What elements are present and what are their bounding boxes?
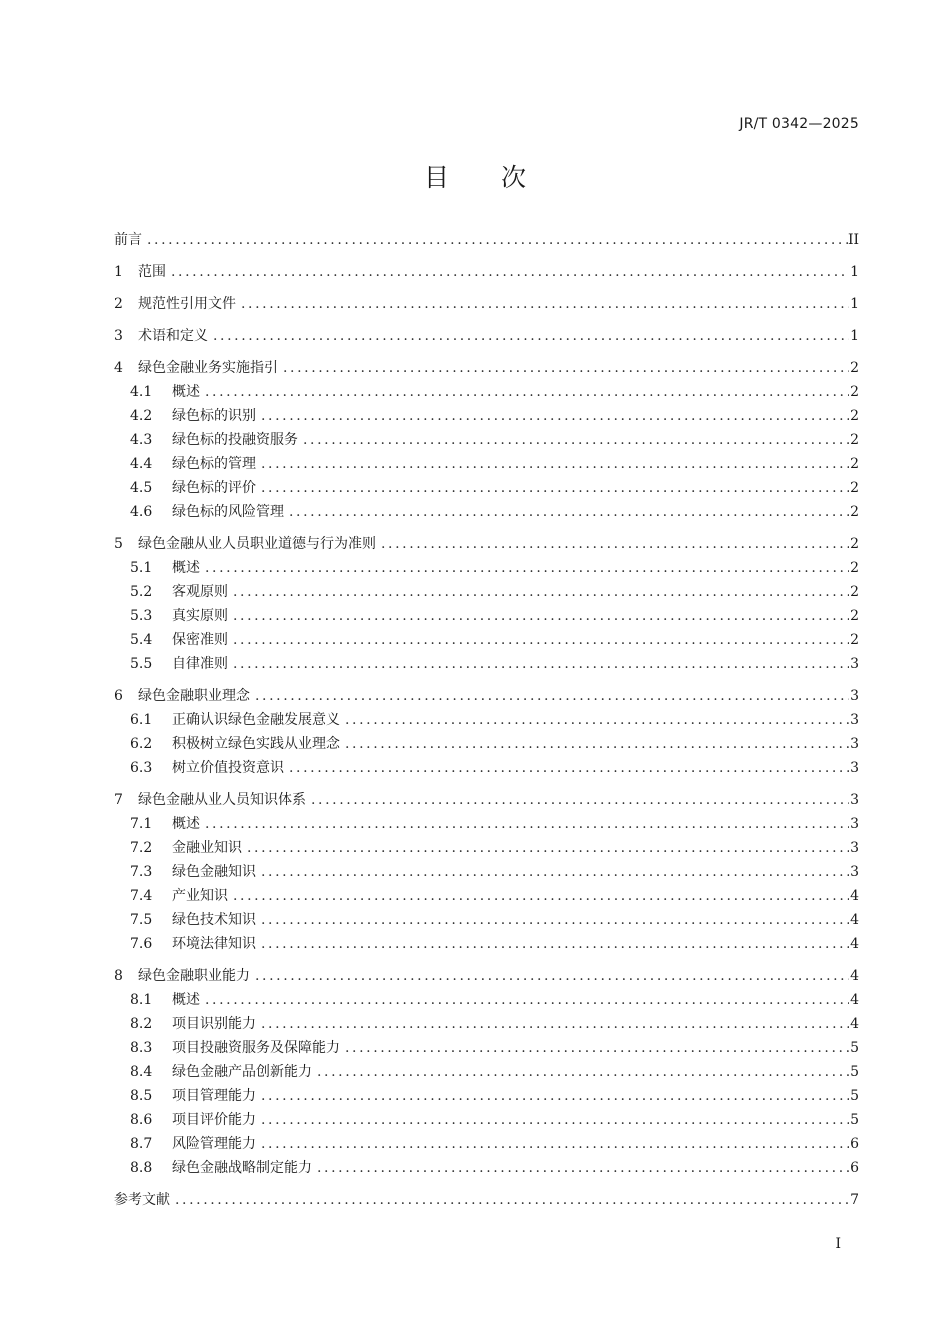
toc-entry-label: 树立价值投资意识: [172, 760, 284, 776]
toc-entry-page: 4: [850, 1016, 859, 1032]
toc-entry-page: 2: [850, 608, 859, 624]
toc-entry-label: 绿色金融从业人员知识体系: [138, 792, 306, 808]
toc-entry[interactable]: [114, 428, 859, 452]
toc-entry[interactable]: [114, 1108, 859, 1132]
toc-leader-dots: [314, 1156, 849, 1180]
toc-entry[interactable]: [114, 812, 859, 836]
toc-entry[interactable]: [114, 324, 859, 348]
toc-entry-label: 绿色金融从业人员职业道德与行为准则: [138, 536, 376, 552]
toc-entry[interactable]: [114, 604, 859, 628]
toc-entry-number: 5: [114, 536, 123, 552]
toc-entry[interactable]: [114, 932, 859, 956]
toc-entry-number: 8.8: [130, 1160, 153, 1176]
toc-entry-label: 绿色标的管理: [172, 456, 256, 472]
toc-entry[interactable]: [114, 732, 859, 756]
toc-entry-label: 保密准则: [172, 632, 228, 648]
toc-entry-number: 5.3: [130, 608, 153, 624]
toc-entry-label: 绿色金融职业理念: [138, 688, 250, 704]
toc-entry[interactable]: [114, 380, 859, 404]
toc-entry[interactable]: [114, 908, 859, 932]
toc-entry-number: 8.6: [130, 1112, 153, 1128]
toc-entry-page: 3: [850, 840, 859, 856]
toc-entry-page: 2: [850, 360, 859, 376]
toc-entry-label: 规范性引用文件: [138, 296, 236, 312]
toc-entry[interactable]: [114, 404, 859, 428]
toc-entry-page: 3: [850, 760, 859, 776]
toc-entry-number: 7.3: [130, 864, 153, 880]
toc-leader-dots: [230, 604, 849, 628]
toc-leader-dots: [286, 500, 849, 524]
toc-entry-page: 5: [850, 1112, 859, 1128]
toc-entry-label: 环境法律知识: [172, 936, 256, 952]
toc-leader-dots: [342, 708, 849, 732]
toc-entry-label: 范围: [138, 264, 166, 280]
toc-entry[interactable]: [114, 1188, 859, 1212]
toc-entry-label: 概述: [172, 560, 200, 576]
toc-entry-number: 6: [114, 688, 123, 704]
toc-entry-label: 概述: [172, 384, 200, 400]
toc-entry-label: 积极树立绿色实践从业理念: [172, 736, 340, 752]
toc-entry[interactable]: [114, 580, 859, 604]
toc-leader-dots: [202, 812, 849, 836]
toc-leader-dots: [230, 580, 849, 604]
toc-entry[interactable]: [114, 476, 859, 500]
page-number: I: [835, 1236, 841, 1252]
toc-leader-dots: [230, 652, 849, 676]
toc-entry[interactable]: [114, 988, 859, 1012]
table-of-contents: [114, 228, 859, 1212]
toc-leader-dots: [244, 836, 849, 860]
toc-entry-number: 7: [114, 792, 123, 808]
toc-entry-number: 6.3: [130, 760, 153, 776]
toc-entry[interactable]: [114, 756, 859, 780]
toc-leader-dots: [202, 380, 849, 404]
toc-leader-dots: [168, 260, 849, 284]
toc-entry-number: 7.4: [130, 888, 153, 904]
toc-entry-label: 项目识别能力: [172, 1016, 256, 1032]
toc-entry[interactable]: [114, 228, 859, 252]
toc-leader-dots: [210, 324, 849, 348]
toc-entry-number: 3: [114, 328, 123, 344]
toc-leader-dots: [230, 884, 849, 908]
toc-entry-label: 绿色技术知识: [172, 912, 256, 928]
toc-entry-label: 概述: [172, 816, 200, 832]
toc-leader-dots: [258, 1132, 849, 1156]
toc-entry-page: 4: [850, 992, 859, 1008]
toc-leader-dots: [300, 428, 849, 452]
toc-entry-label: 真实原则: [172, 608, 228, 624]
toc-entry-label: 项目投融资服务及保障能力: [172, 1040, 340, 1056]
toc-leader-dots: [258, 932, 849, 956]
toc-entry-page: 1: [850, 264, 859, 280]
toc-leader-dots: [258, 1108, 849, 1132]
toc-entry-label: 绿色标的投融资服务: [172, 432, 298, 448]
toc-entry-page: 2: [850, 480, 859, 496]
toc-leader-dots: [258, 452, 849, 476]
toc-entry[interactable]: [114, 1156, 859, 1180]
toc-entry[interactable]: [114, 1036, 859, 1060]
toc-entry-number: 8.7: [130, 1136, 153, 1152]
toc-entry-label: 前言: [114, 232, 142, 248]
toc-entry-page: 6: [850, 1160, 859, 1176]
toc-entry-number: 1: [114, 264, 123, 280]
toc-leader-dots: [258, 404, 849, 428]
toc-entry[interactable]: [114, 292, 859, 316]
toc-entry-number: 8.5: [130, 1088, 153, 1104]
toc-entry-number: 6.1: [130, 712, 153, 728]
toc-entry-page: 2: [850, 560, 859, 576]
toc-entry[interactable]: [114, 684, 859, 708]
toc-leader-dots: [258, 908, 849, 932]
toc-entry[interactable]: [114, 1060, 859, 1084]
toc-entry-number: 5.5: [130, 656, 153, 672]
toc-leader-dots: [258, 1012, 849, 1036]
toc-entry-number: 5.2: [130, 584, 153, 600]
toc-entry-label: 自律准则: [172, 656, 228, 672]
toc-entry[interactable]: [114, 708, 859, 732]
toc-title: 目次: [423, 163, 578, 192]
toc-entry-number: 4.1: [130, 384, 153, 400]
toc-leader-dots: [252, 964, 849, 988]
toc-entry[interactable]: [114, 884, 859, 908]
toc-entry[interactable]: [114, 788, 859, 812]
toc-leader-dots: [258, 1084, 849, 1108]
toc-entry-number: 4.3: [130, 432, 153, 448]
toc-entry-page: 6: [850, 1136, 859, 1152]
toc-entry-number: 7.6: [130, 936, 153, 952]
toc-entry-number: 8.3: [130, 1040, 153, 1056]
toc-entry-number: 7.5: [130, 912, 153, 928]
toc-entry-page: 5: [850, 1088, 859, 1104]
toc-entry[interactable]: [114, 260, 859, 284]
toc-entry-label: 项目评价能力: [172, 1112, 256, 1128]
toc-entry-page: 3: [850, 688, 859, 704]
toc-entry-number: 8.2: [130, 1016, 153, 1032]
toc-entry[interactable]: [114, 836, 859, 860]
toc-entry-page: 2: [850, 456, 859, 472]
toc-entry-page: 2: [850, 504, 859, 520]
toc-entry-page: II: [847, 232, 859, 248]
toc-entry-page: 2: [850, 632, 859, 648]
toc-leader-dots: [258, 860, 849, 884]
toc-leader-dots: [202, 556, 849, 580]
toc-entry-label: 概述: [172, 992, 200, 1008]
toc-leader-dots: [308, 788, 849, 812]
toc-entry-number: 4.5: [130, 480, 153, 496]
toc-entry-number: 6.2: [130, 736, 153, 752]
toc-entry-page: 5: [850, 1064, 859, 1080]
toc-entry-label: 绿色标的风险管理: [172, 504, 284, 520]
toc-entry-label: 绿色金融业务实施指引: [138, 360, 278, 376]
toc-entry-number: 8: [114, 968, 123, 984]
toc-entry-number: 5.4: [130, 632, 153, 648]
toc-entry-page: 5: [850, 1040, 859, 1056]
toc-entry-page: 3: [850, 864, 859, 880]
toc-entry-number: 2: [114, 296, 123, 312]
toc-entry-label: 参考文献: [114, 1192, 170, 1208]
toc-entry[interactable]: [114, 1084, 859, 1108]
toc-entry-label: 正确认识绿色金融发展意义: [172, 712, 340, 728]
toc-entry-label: 项目管理能力: [172, 1088, 256, 1104]
toc-entry-page: 7: [850, 1192, 859, 1208]
toc-leader-dots: [230, 628, 849, 652]
toc-entry[interactable]: [114, 964, 859, 988]
toc-entry[interactable]: [114, 532, 859, 556]
toc-entry-number: 5.1: [130, 560, 153, 576]
toc-leader-dots: [144, 228, 848, 252]
toc-leader-dots: [342, 732, 849, 756]
toc-entry-number: 7.2: [130, 840, 153, 856]
toc-entry-label: 术语和定义: [138, 328, 208, 344]
toc-entry[interactable]: [114, 652, 859, 676]
toc-entry[interactable]: [114, 356, 859, 380]
toc-entry-page: 3: [850, 712, 859, 728]
toc-leader-dots: [172, 1188, 849, 1212]
toc-entry-label: 客观原则: [172, 584, 228, 600]
toc-entry[interactable]: [114, 556, 859, 580]
toc-entry-page: 3: [850, 816, 859, 832]
toc-leader-dots: [258, 476, 849, 500]
toc-entry-number: 4: [114, 360, 123, 376]
toc-entry-page: 2: [850, 432, 859, 448]
toc-entry-number: 4.2: [130, 408, 153, 424]
toc-entry-label: 绿色金融战略制定能力: [172, 1160, 312, 1176]
toc-entry-label: 金融业知识: [172, 840, 242, 856]
toc-entry-number: 7.1: [130, 816, 153, 832]
toc-entry-label: 绿色金融职业能力: [138, 968, 250, 984]
toc-entry[interactable]: [114, 860, 859, 884]
toc-entry[interactable]: [114, 1012, 859, 1036]
toc-leader-dots: [202, 988, 849, 1012]
document-code: JR/T 0342—2025: [739, 116, 859, 132]
toc-entry-page: 4: [850, 888, 859, 904]
toc-leader-dots: [280, 356, 849, 380]
toc-entry-page: 2: [850, 536, 859, 552]
toc-entry-page: 4: [850, 912, 859, 928]
toc-leader-dots: [342, 1036, 849, 1060]
toc-entry-number: 8.1: [130, 992, 153, 1008]
toc-entry-number: 8.4: [130, 1064, 153, 1080]
toc-entry-page: 1: [850, 328, 859, 344]
toc-entry-label: 绿色金融知识: [172, 864, 256, 880]
toc-entry-page: 2: [850, 408, 859, 424]
toc-entry-page: 2: [850, 384, 859, 400]
toc-leader-dots: [286, 756, 849, 780]
toc-entry[interactable]: [114, 500, 859, 524]
toc-leader-dots: [252, 684, 849, 708]
toc-entry[interactable]: [114, 452, 859, 476]
toc-entry[interactable]: [114, 628, 859, 652]
toc-entry-page: 2: [850, 584, 859, 600]
toc-entry-page: 3: [850, 656, 859, 672]
toc-entry-number: 4.4: [130, 456, 153, 472]
toc-entry-label: 绿色标的评价: [172, 480, 256, 496]
toc-leader-dots: [314, 1060, 849, 1084]
toc-entry-number: 4.6: [130, 504, 153, 520]
toc-entry[interactable]: [114, 1132, 859, 1156]
toc-entry-label: 产业知识: [172, 888, 228, 904]
toc-entry-page: 3: [850, 792, 859, 808]
toc-leader-dots: [378, 532, 849, 556]
toc-entry-page: 3: [850, 736, 859, 752]
toc-entry-page: 1: [850, 296, 859, 312]
toc-entry-label: 风险管理能力: [172, 1136, 256, 1152]
toc-entry-page: 4: [850, 968, 859, 984]
toc-leader-dots: [238, 292, 849, 316]
toc-entry-label: 绿色金融产品创新能力: [172, 1064, 312, 1080]
toc-entry-page: 4: [850, 936, 859, 952]
toc-entry-label: 绿色标的识别: [172, 408, 256, 424]
